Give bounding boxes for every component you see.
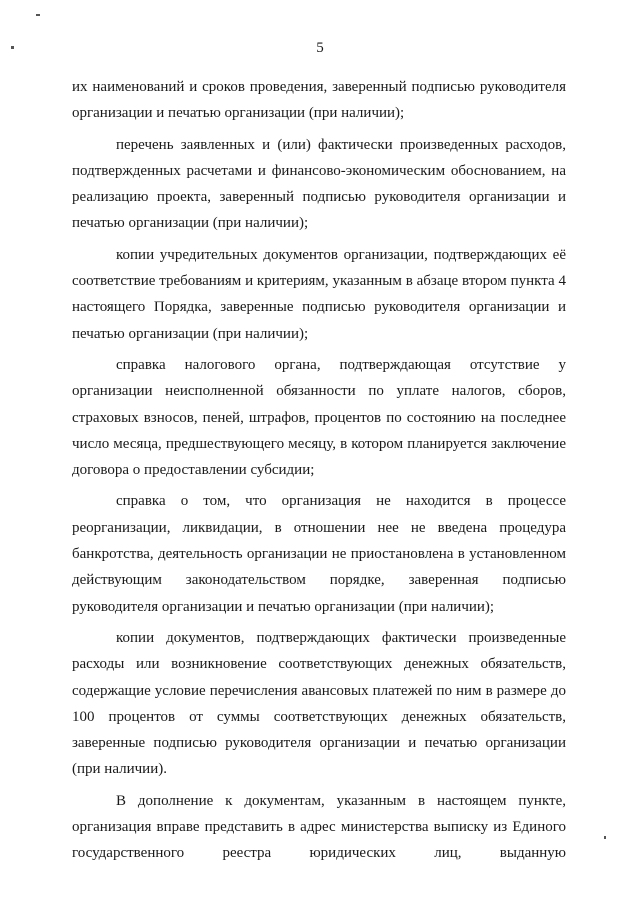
paragraph: копии учредительных документов организации, подтверждающих её соответствие требованиям и критериям, указанным в абзаце втором пункта 4 настоящего Порядка, заверенные подписью руководителя организации и печатью организации (при наличии);: [72, 246, 566, 342]
paragraph: справка налогового органа, подтверждающая отсутствие у организации неисполненной обязанности по уплате налогов, сборов, страховых взносов, пеней, штрафов, процентов по состоянию на последнее число месяца, предшествующего месяцу, в котором планируется заключение договора о предоставлении субсидии;: [72, 356, 566, 479]
paragraph: их наименований и сроков проведения, заверенный подписью руководителя организации и печатью организации (при наличии);: [72, 79, 566, 122]
scan-mark-top: [36, 14, 40, 16]
paragraph: перечень заявленных и (или) фактически произведенных расходов, подтвержденных расчетами и финансово-экономическим обоснованием, на реализацию проекта, заверенный подписью руководителя организации и печатью организации (при наличии);: [72, 136, 566, 232]
paragraph: копии документов, подтверждающих фактически произведенные расходы или возникновение соответствующих денежных обязательств, содержащие условие перечисления авансовых платежей по ним в размере до 100 процентов от суммы соответствующих денежных обязательств, заверенные подписью руководителя организации и печатью организации (при наличии).: [72, 629, 566, 778]
page-number: 5: [316, 40, 324, 56]
paragraph: справка о том, что организация не находится в процессе реорганизации, ликвидации, в отношении нее не введена процедура банкротства, деятельность организации не приостановлена в установленном действующим законодательством порядке, заверенная подписью руководителя организации и печатью организации (при наличии);: [72, 493, 566, 615]
scan-mark-right: [604, 836, 606, 839]
document-body: [72, 74, 566, 872]
paragraph: В дополнение к документам, указанным в настоящем пункте, организация вправе представить в адрес министерства выписку из Единого государственного реестра юридических лиц, выданную: [72, 792, 566, 862]
